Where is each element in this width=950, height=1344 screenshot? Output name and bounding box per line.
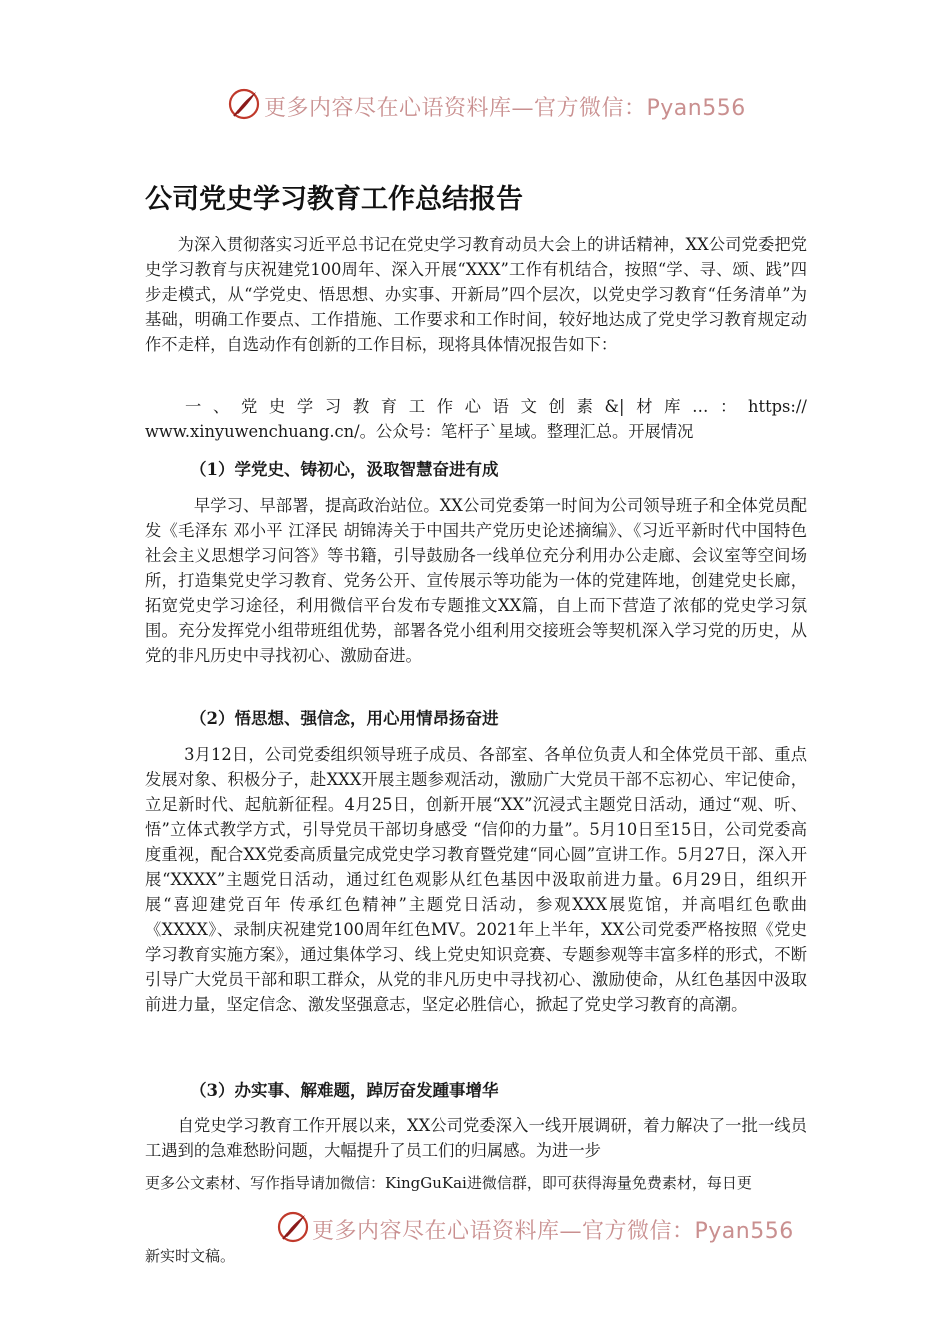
- section-1-token: &|: [604, 397, 625, 416]
- section-1-token: 、: [212, 397, 230, 416]
- section-1-token: 作: [436, 397, 454, 416]
- watermark-banner-bottom: [0, 1205, 950, 1249]
- section-1-token: 党: [240, 397, 258, 416]
- section-1-token: 学: [296, 397, 314, 416]
- intro-paragraph: 为深入贯彻落实习近平总书记在党史学习教育动员大会上的讲话精神，XX公司党委把党史学习教育与庆祝建党100周年、深入开展“XXX”工作有机结合，按照“学、寻、颂、践”四步走模式，从“学党史、悟思想、办实事、开新局”四个层次，以党史学习教育“任务清单”为基础，明确工作要点、工作措施、工作要求和工作时间，较好地达成了党史学习教育规定动作不走样，自选动作有创新的工作目标，现将具体情况报告如下：: [145, 235, 807, 354]
- quill-logo-icon: [276, 1210, 310, 1244]
- section-1-token: …: [692, 397, 709, 416]
- heading-1: （1）学党史、铸初心，汲取智慧奋进有成: [190, 460, 499, 479]
- section-1-token: 习: [324, 397, 342, 416]
- section-1-token: https://: [748, 397, 807, 416]
- section-1-token: 一: [185, 397, 202, 416]
- heading-2: （2）悟思想、强信念，用心用情昂扬奋进: [190, 709, 499, 728]
- section-1-line-1: [145, 394, 807, 419]
- banner-text: 更多内容尽在心语资料库—官方微信：Pyan556: [312, 1219, 794, 1244]
- quill-logo-icon: [227, 87, 261, 121]
- section-1-token: 素: [576, 397, 593, 416]
- document-title: 公司党史学习教育工作总结报告: [145, 184, 523, 215]
- banner-text: 更多内容尽在心语资料库—官方微信：Pyan556: [264, 96, 746, 121]
- section-1-token: 文: [520, 397, 537, 416]
- footer-promo-line: 更多公文素材、写作指导请加微信：KingGuKai进微信群，即可获得海量免费素材，每日更: [145, 1174, 752, 1192]
- paragraph-2: 3月12日，公司党委组织领导班子成员、各部室、各单位负责人和全体党员干部、重点发展对象、积极分子，赴XXX开展主题参观活动，激励广大党员干部不忘初心、牢记使命，立足新时代、起航新征程。4月25日，创新开展“XX”沉浸式主题党日活动，通过“观、听、悟”立体式教学方式，引导党员干部切身感受 “信仰的力量”。5月10日至15日，公司党委高度重视，配合XX党委高质量完成党史学习教育暨党建“同心圆”宣讲工作。5月27日，深入开展“XXXX”主题党日活动，通过红色观影从红色基因中汲取前进力量。6月29日，组织开展“喜迎建党百年 传承红色精神”主题党日活动，参观XXX展览馆，并高唱红色歌曲《XXXX》、录制庆祝建党100周年红色MV。2021年上半年，XX公司党委严格按照《党史学习教育实施方案》，通过集体学习、线上党史知识竞赛、专题参观等丰富多样的形式，不断引导广大党员干部和职工群众，从党的非凡历史中寻找初心、激励使命，从红色基因中汲取前进力量，坚定信念、激发坚强意志，坚定必胜信心，掀起了党史学习教育的高潮。: [145, 745, 807, 1014]
- section-1-token: 心: [464, 397, 481, 416]
- paragraph-3: 自党史学习教育工作开展以来，XX公司党委深入一线开展调研，着力解决了一批一线员工遇到的急难愁盼问题，大幅提升了员工们的归属感。为进一步: [145, 1116, 807, 1160]
- section-1-line-2: www.xinyuwenchuang.cn/。公众号：笔杆子`星域。整理汇总。开展情况: [145, 422, 694, 441]
- section-1-token: 史: [268, 397, 286, 416]
- watermark-banner-top: [0, 82, 950, 126]
- section-1-token: 育: [380, 397, 398, 416]
- section-1-token: 教: [352, 397, 370, 416]
- section-1-token: 库: [664, 397, 681, 416]
- paragraph-1: 早学习、早部署，提高政治站位。XX公司党委第一时间为公司领导班子和全体党员配发《毛泽东 邓小平 江泽民 胡锦涛关于中国共产党历史论述摘编》、《习近平新时代中国特色社会主义思想学习问答》等书籍，引导鼓励各一线单位充分利用办公走廊、会议室等空间场所，打造集党史学习教育、党务公开、宣传展示等功能为一体的党建阵地，创建党史长廊，拓宽党史学习途径，利用微信平台发布专题推文XX篇，自上而下营造了浓郁的党史学习氛围。充分发挥党小组带班组优势，部署各党小组利用交接班会等契机深入学习党的历史，从党的非凡历史中寻找初心、激励奋进。: [145, 496, 807, 665]
- section-1-heading: [145, 394, 807, 444]
- section-1-token: 工: [408, 397, 426, 416]
- footer-tail-text: 新实时文稿。: [145, 1247, 236, 1265]
- heading-3: （3）办实事、解难题，踔厉奋发踵事增华: [190, 1081, 499, 1100]
- section-1-token: 材: [636, 397, 653, 416]
- section-1-token: ：: [720, 397, 737, 416]
- section-1-token: 创: [548, 397, 565, 416]
- section-1-token: 语: [492, 397, 509, 416]
